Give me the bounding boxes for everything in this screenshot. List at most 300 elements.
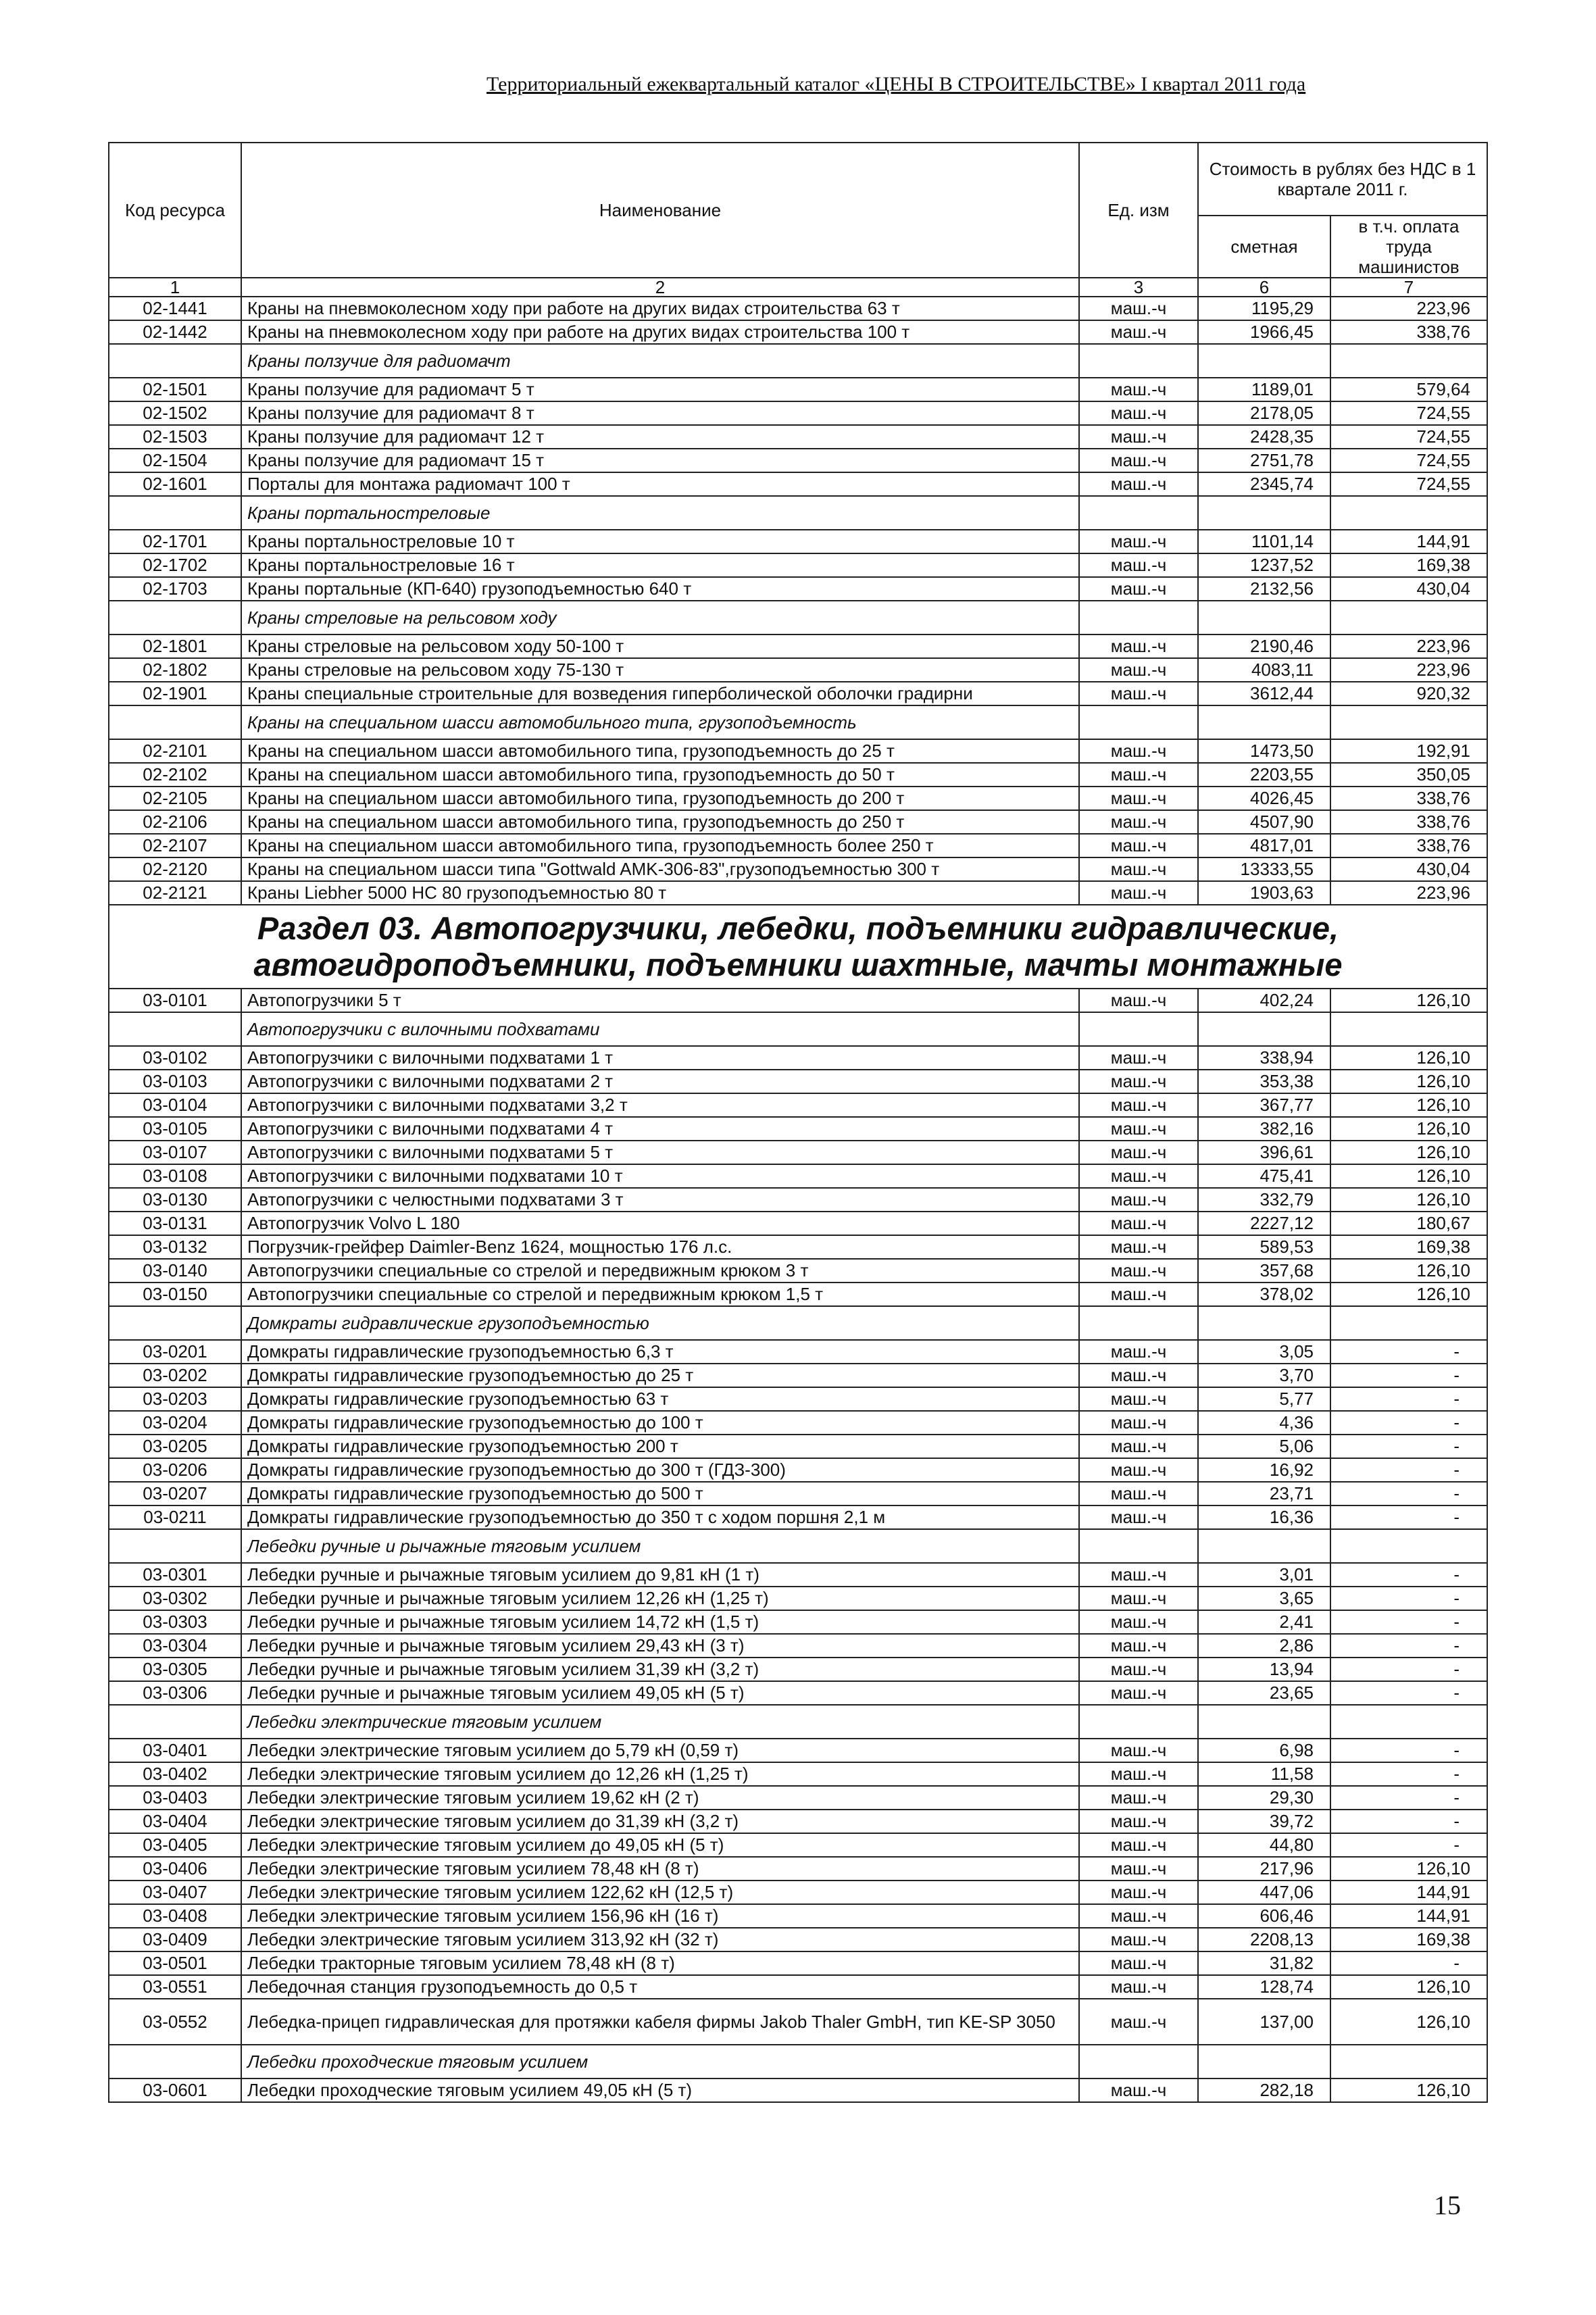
resource-cost: 44,80 bbox=[1198, 1833, 1330, 1857]
col-header-labor: в т.ч. оплата труда машинистов bbox=[1330, 216, 1487, 278]
table-row bbox=[109, 1587, 1487, 1610]
empty-cell bbox=[1079, 705, 1198, 739]
resource-unit: маш.-ч bbox=[1079, 857, 1198, 881]
resource-labor-cost: - bbox=[1330, 1786, 1487, 1810]
resource-name: Автопогрузчики с вилочными подхватами 10 т bbox=[241, 1164, 1079, 1188]
col-header-code: Код ресурса bbox=[109, 143, 241, 278]
table-row bbox=[109, 1681, 1487, 1705]
empty-cell bbox=[1330, 1012, 1487, 1046]
resource-unit: маш.-ч bbox=[1079, 881, 1198, 905]
resource-labor-cost: 169,38 bbox=[1330, 1235, 1487, 1259]
resource-unit: маш.-ч bbox=[1079, 1881, 1198, 1904]
resource-cost: 4,36 bbox=[1198, 1411, 1330, 1435]
resource-unit: маш.-ч bbox=[1079, 1975, 1198, 1999]
subgroup-row bbox=[109, 1705, 1487, 1739]
resource-labor-cost: - bbox=[1330, 1482, 1487, 1505]
resource-unit: маш.-ч bbox=[1079, 1093, 1198, 1117]
resource-cost: 2,41 bbox=[1198, 1610, 1330, 1634]
resource-cost: 13,94 bbox=[1198, 1658, 1330, 1681]
empty-cell bbox=[109, 2045, 241, 2078]
empty-cell bbox=[1198, 1012, 1330, 1046]
subgroup-title: Краны стреловые на рельсовом ходу bbox=[241, 601, 1079, 634]
subgroup-title: Краны портальностреловые bbox=[241, 496, 1079, 530]
resource-code: 02-1901 bbox=[109, 682, 241, 705]
table-row bbox=[109, 1951, 1487, 1975]
resource-cost: 3,01 bbox=[1198, 1563, 1330, 1587]
resource-unit: маш.-ч bbox=[1079, 1188, 1198, 1212]
table-row bbox=[109, 1188, 1487, 1212]
resource-code: 02-1504 bbox=[109, 449, 241, 472]
resource-cost: 13333,55 bbox=[1198, 857, 1330, 881]
table-row bbox=[109, 1117, 1487, 1141]
resource-cost: 1101,14 bbox=[1198, 530, 1330, 553]
empty-cell bbox=[1198, 705, 1330, 739]
resource-code: 02-2120 bbox=[109, 857, 241, 881]
col-index: 3 bbox=[1079, 278, 1198, 297]
resource-labor-cost: - bbox=[1330, 1458, 1487, 1482]
resource-code: 03-0207 bbox=[109, 1482, 241, 1505]
resource-code: 03-0552 bbox=[109, 1999, 241, 2045]
resource-name: Автопогрузчики с вилочными подхватами 3,2 т bbox=[241, 1093, 1079, 1117]
resource-name: Лебедки электрические тяговым усилием до 12,26 кН (1,25 т) bbox=[241, 1762, 1079, 1786]
resource-name: Домкраты гидравлические грузоподъемностью до 25 т bbox=[241, 1364, 1079, 1387]
resource-unit: маш.-ч bbox=[1079, 1833, 1198, 1857]
resource-code: 03-0303 bbox=[109, 1610, 241, 1634]
resource-name: Краны стреловые на рельсовом ходу 75-130 т bbox=[241, 658, 1079, 682]
col-header-cost-group: Стоимость в рублях без НДС в 1 квартале 2011 г. bbox=[1198, 143, 1487, 216]
resource-labor-cost: - bbox=[1330, 1435, 1487, 1458]
resource-cost: 6,98 bbox=[1198, 1739, 1330, 1762]
resource-labor-cost: 724,55 bbox=[1330, 449, 1487, 472]
resource-code: 03-0140 bbox=[109, 1259, 241, 1283]
resource-cost: 16,36 bbox=[1198, 1505, 1330, 1529]
table-row bbox=[109, 739, 1487, 763]
subgroup-row bbox=[109, 1306, 1487, 1340]
empty-cell bbox=[1330, 496, 1487, 530]
resource-labor-cost: 338,76 bbox=[1330, 787, 1487, 810]
empty-cell bbox=[1079, 1012, 1198, 1046]
resource-unit: маш.-ч bbox=[1079, 1283, 1198, 1306]
subgroup-title: Домкраты гидравлические грузоподъемностью bbox=[241, 1306, 1079, 1340]
resource-name: Краны ползучие для радиомачт 15 т bbox=[241, 449, 1079, 472]
resource-labor-cost: - bbox=[1330, 1634, 1487, 1658]
col-index: 1 bbox=[109, 278, 241, 297]
resource-cost: 29,30 bbox=[1198, 1786, 1330, 1810]
resource-cost: 447,06 bbox=[1198, 1881, 1330, 1904]
resource-code: 03-0131 bbox=[109, 1212, 241, 1235]
resource-unit: маш.-ч bbox=[1079, 1364, 1198, 1387]
empty-cell bbox=[1198, 1705, 1330, 1739]
price-table bbox=[108, 142, 1488, 2103]
resource-cost: 1237,52 bbox=[1198, 553, 1330, 577]
table-row bbox=[109, 1070, 1487, 1093]
resource-code: 02-1701 bbox=[109, 530, 241, 553]
resource-unit: маш.-ч bbox=[1079, 989, 1198, 1012]
resource-name: Автопогрузчики специальные со стрелой и передвижным крюком 1,5 т bbox=[241, 1283, 1079, 1306]
resource-code: 03-0402 bbox=[109, 1762, 241, 1786]
empty-cell bbox=[1198, 344, 1330, 378]
resource-cost: 1195,29 bbox=[1198, 297, 1330, 320]
resource-unit: маш.-ч bbox=[1079, 1117, 1198, 1141]
resource-code: 03-0302 bbox=[109, 1587, 241, 1610]
table-row bbox=[109, 810, 1487, 834]
resource-name: Порталы для монтажа радиомачт 100 т bbox=[241, 472, 1079, 496]
resource-labor-cost: - bbox=[1330, 1505, 1487, 1529]
table-row bbox=[109, 1387, 1487, 1411]
resource-cost: 5,06 bbox=[1198, 1435, 1330, 1458]
empty-cell bbox=[1079, 1705, 1198, 1739]
resource-unit: маш.-ч bbox=[1079, 1739, 1198, 1762]
resource-labor-cost: 126,10 bbox=[1330, 1141, 1487, 1164]
resource-code: 03-0107 bbox=[109, 1141, 241, 1164]
resource-name: Краны портальностреловые 10 т bbox=[241, 530, 1079, 553]
resource-unit: маш.-ч bbox=[1079, 1387, 1198, 1411]
table-row bbox=[109, 1482, 1487, 1505]
resource-name: Краны стреловые на рельсовом ходу 50-100 т bbox=[241, 634, 1079, 658]
resource-cost: 378,02 bbox=[1198, 1283, 1330, 1306]
resource-code: 03-0408 bbox=[109, 1904, 241, 1928]
table-row bbox=[109, 1634, 1487, 1658]
empty-cell bbox=[1079, 601, 1198, 634]
resource-labor-cost: - bbox=[1330, 1387, 1487, 1411]
resource-labor-cost: 126,10 bbox=[1330, 1999, 1487, 2045]
resource-name: Домкраты гидравлические грузоподъемностью до 500 т bbox=[241, 1482, 1079, 1505]
resource-name: Автопогрузчики специальные со стрелой и передвижным крюком 3 т bbox=[241, 1259, 1079, 1283]
resource-name: Лебедки ручные и рычажные тяговым усилием 49,05 кН (5 т) bbox=[241, 1681, 1079, 1705]
subgroup-row bbox=[109, 1529, 1487, 1563]
table-row bbox=[109, 449, 1487, 472]
resource-code: 02-1802 bbox=[109, 658, 241, 682]
resource-unit: маш.-ч bbox=[1079, 739, 1198, 763]
resource-code: 02-2105 bbox=[109, 787, 241, 810]
resource-labor-cost: 223,96 bbox=[1330, 297, 1487, 320]
subgroup-row bbox=[109, 601, 1487, 634]
table-row bbox=[109, 763, 1487, 787]
resource-labor-cost: - bbox=[1330, 1563, 1487, 1587]
resource-code: 03-0108 bbox=[109, 1164, 241, 1188]
resource-cost: 16,92 bbox=[1198, 1458, 1330, 1482]
table-row bbox=[109, 1364, 1487, 1387]
empty-cell bbox=[1198, 1306, 1330, 1340]
resource-cost: 2190,46 bbox=[1198, 634, 1330, 658]
resource-cost: 2178,05 bbox=[1198, 401, 1330, 425]
resource-name: Краны на специальном шасси типа "Gottwald AMK-306-83",грузоподъемностью 300 т bbox=[241, 857, 1079, 881]
resource-code: 03-0305 bbox=[109, 1658, 241, 1681]
resource-cost: 2345,74 bbox=[1198, 472, 1330, 496]
table-row bbox=[109, 425, 1487, 449]
resource-cost: 2428,35 bbox=[1198, 425, 1330, 449]
resource-labor-cost: - bbox=[1330, 1951, 1487, 1975]
resource-unit: маш.-ч bbox=[1079, 763, 1198, 787]
resource-code: 03-0304 bbox=[109, 1634, 241, 1658]
resource-unit: маш.-ч bbox=[1079, 682, 1198, 705]
resource-name: Лебедки ручные и рычажные тяговым усилием 31,39 кН (3,2 т) bbox=[241, 1658, 1079, 1681]
resource-name: Домкраты гидравлические грузоподъемностью до 350 т с ходом поршня 2,1 м bbox=[241, 1505, 1079, 1529]
table-row bbox=[109, 472, 1487, 496]
table-row bbox=[109, 1505, 1487, 1529]
resource-name: Автопогрузчики с челюстными подхватами 3 т bbox=[241, 1188, 1079, 1212]
resource-unit: маш.-ч bbox=[1079, 1070, 1198, 1093]
resource-code: 03-0601 bbox=[109, 2078, 241, 2102]
table-row bbox=[109, 1563, 1487, 1587]
resource-unit: маш.-ч bbox=[1079, 1458, 1198, 1482]
resource-cost: 475,41 bbox=[1198, 1164, 1330, 1188]
resource-labor-cost: 223,96 bbox=[1330, 658, 1487, 682]
resource-code: 02-1801 bbox=[109, 634, 241, 658]
table-row bbox=[109, 1435, 1487, 1458]
resource-labor-cost: 338,76 bbox=[1330, 810, 1487, 834]
resource-labor-cost: 180,67 bbox=[1330, 1212, 1487, 1235]
resource-name: Погрузчик-грейфер Daimler-Benz 1624, мощностью 176 л.с. bbox=[241, 1235, 1079, 1259]
table-row bbox=[109, 1658, 1487, 1681]
resource-code: 02-1502 bbox=[109, 401, 241, 425]
resource-labor-cost: 169,38 bbox=[1330, 1928, 1487, 1951]
resource-cost: 282,18 bbox=[1198, 2078, 1330, 2102]
resource-unit: маш.-ч bbox=[1079, 1999, 1198, 2045]
empty-cell bbox=[1079, 2045, 1198, 2078]
resource-labor-cost: 144,91 bbox=[1330, 530, 1487, 553]
resource-name: Краны ползучие для радиомачт 8 т bbox=[241, 401, 1079, 425]
table-row bbox=[109, 1881, 1487, 1904]
table-row bbox=[109, 1340, 1487, 1364]
resource-labor-cost: 430,04 bbox=[1330, 857, 1487, 881]
resource-code: 03-0403 bbox=[109, 1786, 241, 1810]
resource-name: Автопогрузчики с вилочными подхватами 1 т bbox=[241, 1046, 1079, 1070]
resource-code: 02-1442 bbox=[109, 320, 241, 344]
resource-code: 03-0205 bbox=[109, 1435, 241, 1458]
resource-cost: 1966,45 bbox=[1198, 320, 1330, 344]
subgroup-title: Краны на специальном шасси автомобильного типа, грузоподъемность bbox=[241, 705, 1079, 739]
resource-labor-cost: 724,55 bbox=[1330, 401, 1487, 425]
empty-cell bbox=[1198, 496, 1330, 530]
resource-unit: маш.-ч bbox=[1079, 787, 1198, 810]
resource-name: Краны ползучие для радиомачт 5 т bbox=[241, 378, 1079, 401]
resource-labor-cost: - bbox=[1330, 1610, 1487, 1634]
resource-unit: маш.-ч bbox=[1079, 1786, 1198, 1810]
table-row bbox=[109, 1810, 1487, 1833]
resource-code: 03-0130 bbox=[109, 1188, 241, 1212]
resource-name: Лебедки электрические тяговым усилием 313,92 кН (32 т) bbox=[241, 1928, 1079, 1951]
resource-unit: маш.-ч bbox=[1079, 1563, 1198, 1587]
resource-name: Краны на специальном шасси автомобильного типа, грузоподъемность более 250 т bbox=[241, 834, 1079, 857]
resource-unit: маш.-ч bbox=[1079, 1259, 1198, 1283]
resource-code: 03-0409 bbox=[109, 1928, 241, 1951]
table-row bbox=[109, 658, 1487, 682]
subgroup-row bbox=[109, 1012, 1487, 1046]
empty-cell bbox=[109, 1012, 241, 1046]
resource-name: Лебедки электрические тяговым усилием 78,48 кН (8 т) bbox=[241, 1857, 1079, 1881]
resource-cost: 11,58 bbox=[1198, 1762, 1330, 1786]
resource-cost: 23,71 bbox=[1198, 1482, 1330, 1505]
resource-cost: 396,61 bbox=[1198, 1141, 1330, 1164]
resource-unit: маш.-ч bbox=[1079, 2078, 1198, 2102]
resource-cost: 2,86 bbox=[1198, 1634, 1330, 1658]
empty-cell bbox=[1330, 1705, 1487, 1739]
empty-cell bbox=[109, 705, 241, 739]
subgroup-row bbox=[109, 496, 1487, 530]
resource-unit: маш.-ч bbox=[1079, 1505, 1198, 1529]
resource-labor-cost: - bbox=[1330, 1658, 1487, 1681]
table-row bbox=[109, 530, 1487, 553]
resource-code: 03-0211 bbox=[109, 1505, 241, 1529]
resource-name: Домкраты гидравлические грузоподъемностью до 300 т (ГДЗ-300) bbox=[241, 1458, 1079, 1482]
resource-labor-cost: - bbox=[1330, 1810, 1487, 1833]
resource-unit: маш.-ч bbox=[1079, 449, 1198, 472]
catalog-header: Территориальный ежеквартальный каталог «ЦЕНЫ В СТРОИТЕЛЬСТВЕ» I квартал 2011 года bbox=[487, 73, 1306, 95]
table-row bbox=[109, 1283, 1487, 1306]
resource-unit: маш.-ч bbox=[1079, 834, 1198, 857]
resource-cost: 367,77 bbox=[1198, 1093, 1330, 1117]
resource-unit: маш.-ч bbox=[1079, 1046, 1198, 1070]
resource-labor-cost: 126,10 bbox=[1330, 989, 1487, 1012]
resource-name: Лебедки электрические тяговым усилием до 5,79 кН (0,59 т) bbox=[241, 1739, 1079, 1762]
subgroup-title: Лебедки проходческие тяговым усилием bbox=[241, 2045, 1079, 2078]
resource-unit: маш.-ч bbox=[1079, 1928, 1198, 1951]
resource-cost: 606,46 bbox=[1198, 1904, 1330, 1928]
resource-labor-cost: 126,10 bbox=[1330, 2078, 1487, 2102]
resource-code: 03-0203 bbox=[109, 1387, 241, 1411]
resource-labor-cost: 144,91 bbox=[1330, 1904, 1487, 1928]
table-row bbox=[109, 1458, 1487, 1482]
empty-cell bbox=[109, 496, 241, 530]
table-row bbox=[109, 553, 1487, 577]
empty-cell bbox=[1330, 601, 1487, 634]
subgroup-row bbox=[109, 344, 1487, 378]
resource-labor-cost: 350,05 bbox=[1330, 763, 1487, 787]
table-row bbox=[109, 989, 1487, 1012]
resource-cost: 2227,12 bbox=[1198, 1212, 1330, 1235]
resource-name: Лебедки электрические тяговым усилием 19,62 кН (2 т) bbox=[241, 1786, 1079, 1810]
resource-unit: маш.-ч bbox=[1079, 1810, 1198, 1833]
resource-cost: 4026,45 bbox=[1198, 787, 1330, 810]
table-row bbox=[109, 857, 1487, 881]
resource-code: 03-0551 bbox=[109, 1975, 241, 1999]
resource-code: 02-2106 bbox=[109, 810, 241, 834]
resource-name: Лебедки ручные и рычажные тяговым усилием 14,72 кН (1,5 т) bbox=[241, 1610, 1079, 1634]
resource-unit: маш.-ч bbox=[1079, 658, 1198, 682]
resource-cost: 4817,01 bbox=[1198, 834, 1330, 857]
resource-cost: 39,72 bbox=[1198, 1810, 1330, 1833]
resource-unit: маш.-ч bbox=[1079, 1762, 1198, 1786]
resource-code: 03-0132 bbox=[109, 1235, 241, 1259]
resource-labor-cost: - bbox=[1330, 1739, 1487, 1762]
resource-labor-cost: 126,10 bbox=[1330, 1046, 1487, 1070]
table-row bbox=[109, 634, 1487, 658]
table-row bbox=[109, 1904, 1487, 1928]
subgroup-title: Лебедки ручные и рычажные тяговым усилием bbox=[241, 1529, 1079, 1563]
resource-cost: 2208,13 bbox=[1198, 1928, 1330, 1951]
table-row bbox=[109, 1975, 1487, 1999]
resource-unit: маш.-ч bbox=[1079, 378, 1198, 401]
empty-cell bbox=[1330, 705, 1487, 739]
table-row bbox=[109, 1259, 1487, 1283]
resource-cost: 3,05 bbox=[1198, 1340, 1330, 1364]
resource-code: 02-1441 bbox=[109, 297, 241, 320]
resource-labor-cost: 169,38 bbox=[1330, 553, 1487, 577]
resource-name: Автопогрузчики с вилочными подхватами 4 т bbox=[241, 1117, 1079, 1141]
resource-code: 03-0401 bbox=[109, 1739, 241, 1762]
empty-cell bbox=[1079, 1529, 1198, 1563]
resource-unit: маш.-ч bbox=[1079, 1235, 1198, 1259]
col-index: 7 bbox=[1330, 278, 1487, 297]
resource-name: Краны портальные (КП-640) грузоподъемностью 640 т bbox=[241, 577, 1079, 601]
empty-cell bbox=[1330, 1306, 1487, 1340]
resource-unit: маш.-ч bbox=[1079, 1482, 1198, 1505]
price-table-wrapper bbox=[108, 142, 1487, 2103]
empty-cell bbox=[109, 1306, 241, 1340]
resource-name: Лебедки электрические тяговым усилием 156,96 кН (16 т) bbox=[241, 1904, 1079, 1928]
resource-labor-cost: 579,64 bbox=[1330, 378, 1487, 401]
resource-name: Краны на специальном шасси автомобильного типа, грузоподъемность до 250 т bbox=[241, 810, 1079, 834]
resource-labor-cost: 430,04 bbox=[1330, 577, 1487, 601]
resource-cost: 4083,11 bbox=[1198, 658, 1330, 682]
empty-cell bbox=[1079, 344, 1198, 378]
table-row bbox=[109, 1141, 1487, 1164]
resource-unit: маш.-ч bbox=[1079, 810, 1198, 834]
subgroup-title: Автопогрузчики с вилочными подхватами bbox=[241, 1012, 1079, 1046]
empty-cell bbox=[1330, 1529, 1487, 1563]
resource-unit: маш.-ч bbox=[1079, 1141, 1198, 1164]
table-row bbox=[109, 1411, 1487, 1435]
empty-cell bbox=[1198, 601, 1330, 634]
table-row bbox=[109, 577, 1487, 601]
resource-labor-cost: - bbox=[1330, 1340, 1487, 1364]
section-title: Раздел 03. Автопогрузчики, лебедки, подъемники гидравлические, автогидроподъемники, подъемники шахтные, мачты монтажные bbox=[109, 905, 1487, 989]
resource-code: 03-0306 bbox=[109, 1681, 241, 1705]
resource-cost: 4507,90 bbox=[1198, 810, 1330, 834]
resource-code: 03-0104 bbox=[109, 1093, 241, 1117]
resource-name: Лебедочная станция грузоподъемность до 0,5 т bbox=[241, 1975, 1079, 1999]
resource-labor-cost: 126,10 bbox=[1330, 1188, 1487, 1212]
resource-name: Краны ползучие для радиомачт 12 т bbox=[241, 425, 1079, 449]
resource-cost: 353,38 bbox=[1198, 1070, 1330, 1093]
resource-labor-cost: 338,76 bbox=[1330, 834, 1487, 857]
table-row bbox=[109, 1212, 1487, 1235]
table-row bbox=[109, 401, 1487, 425]
table-row bbox=[109, 378, 1487, 401]
resource-name: Краны Liebher 5000 HC 80 грузоподъемностью 80 т bbox=[241, 881, 1079, 905]
table-row bbox=[109, 881, 1487, 905]
resource-cost: 382,16 bbox=[1198, 1117, 1330, 1141]
col-header-unit: Ед. изм bbox=[1079, 143, 1198, 278]
resource-name: Лебедки ручные и рычажные тяговым усилием 29,43 кН (3 т) bbox=[241, 1634, 1079, 1658]
resource-labor-cost: - bbox=[1330, 1681, 1487, 1705]
resource-unit: маш.-ч bbox=[1079, 401, 1198, 425]
resource-code: 03-0103 bbox=[109, 1070, 241, 1093]
resource-unit: маш.-ч bbox=[1079, 553, 1198, 577]
resource-name: Лебедки ручные и рычажные тяговым усилием 12,26 кН (1,25 т) bbox=[241, 1587, 1079, 1610]
resource-cost: 5,77 bbox=[1198, 1387, 1330, 1411]
resource-name: Лебедки проходческие тяговым усилием 49,05 кН (5 т) bbox=[241, 2078, 1079, 2102]
table-row bbox=[109, 1046, 1487, 1070]
resource-name: Домкраты гидравлические грузоподъемностью 200 т bbox=[241, 1435, 1079, 1458]
resource-labor-cost: - bbox=[1330, 1833, 1487, 1857]
table-row bbox=[109, 1786, 1487, 1810]
resource-labor-cost: - bbox=[1330, 1411, 1487, 1435]
table-row bbox=[109, 1164, 1487, 1188]
table-row bbox=[109, 1999, 1487, 2045]
table-row bbox=[109, 787, 1487, 810]
resource-labor-cost: - bbox=[1330, 1587, 1487, 1610]
resource-name: Лебедки электрические тяговым усилием до 49,05 кН (5 т) bbox=[241, 1833, 1079, 1857]
table-row bbox=[109, 834, 1487, 857]
table-row bbox=[109, 297, 1487, 320]
resource-labor-cost: 223,96 bbox=[1330, 634, 1487, 658]
resource-unit: маш.-ч bbox=[1079, 1340, 1198, 1364]
resource-code: 02-1702 bbox=[109, 553, 241, 577]
resource-unit: маш.-ч bbox=[1079, 320, 1198, 344]
table-row bbox=[109, 1235, 1487, 1259]
